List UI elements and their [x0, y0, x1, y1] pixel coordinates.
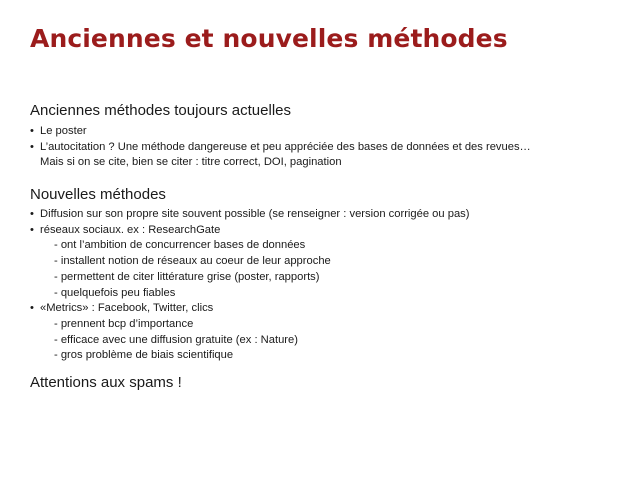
list-item-text: réseaux sociaux. ex : ResearchGate [40, 223, 221, 236]
list-item-metrics [30, 301, 470, 364]
new-methods-list [30, 207, 470, 364]
sub-item: - ont l’ambition de concurrencer bases de données [54, 239, 306, 252]
list-item-text: L’autocitation ? Une méthode dangereuse et peu appréciée des bases de données et des revues… [40, 140, 531, 153]
sub-item: - efficace avec une diffusion gratuite (ex : Nature) [54, 333, 298, 346]
sub-item: - installent notion de réseaux au coeur de leur approche [54, 255, 331, 268]
slide-title: Anciennes et nouvelles méthodes [30, 24, 508, 53]
list-item-continuation: Mais si on se cite, bien se citer : titre correct, DOI, pagination [40, 156, 342, 169]
list-item-poster [30, 124, 531, 140]
list-item-text: «Metrics» : Facebook, Twitter, clics [40, 302, 214, 315]
bullet: • [30, 208, 34, 220]
sub-item: - gros problème de biais scientifique [54, 349, 234, 362]
old-methods-list [30, 124, 531, 171]
bullet: • [30, 140, 34, 153]
list-item-diffusion [30, 207, 470, 223]
sub-item: - permettent de citer littérature grise (poster, rapports) [54, 270, 320, 283]
sub-item: - prennent bcp d’importance [54, 317, 194, 330]
list-item-text: Diffusion sur son propre site souvent possible (se renseigner : version corrigée ou pas) [40, 208, 470, 220]
bullet: • [30, 302, 34, 315]
section-heading-new-methods: Nouvelles méthodes [30, 186, 166, 203]
list-item-autocitation [30, 140, 531, 171]
list-item-text: Le poster [40, 125, 87, 137]
bullet: • [30, 125, 34, 137]
section-heading-old-methods: Anciennes méthodes toujours actuelles [30, 102, 291, 119]
bullet: • [30, 223, 34, 236]
sub-item: - quelquefois peu fiables [54, 286, 176, 299]
list-item-social-networks [30, 223, 470, 302]
closing-note: Attentions aux spams ! [30, 374, 182, 391]
